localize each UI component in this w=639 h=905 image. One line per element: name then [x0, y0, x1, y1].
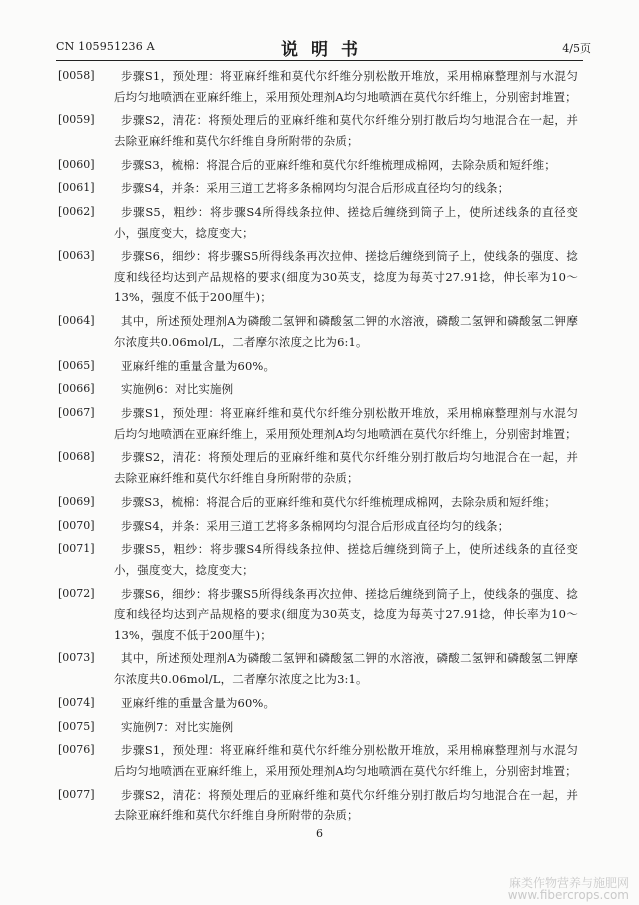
paragraph: [58, 178, 578, 199]
paragraph-number: [0073]: [58, 651, 95, 665]
paragraph-text: 步骤S4，并条：采用三道工艺将多条棉网均匀混合后形成直径均匀的线条；: [121, 518, 510, 533]
watermark-title: 麻类作物营养与施肥网: [508, 876, 629, 890]
paragraph-text: 步骤S5，粗纱：将步骤S4所得线条拉伸、搓捻后缠绕到筒子上，使所述线条的直径变小，强度变大，捻度变大；: [114, 542, 578, 577]
paragraph-number: [0070]: [58, 518, 95, 532]
publication-number: CN 105951236 A: [56, 40, 155, 53]
paragraph: [58, 539, 578, 580]
paragraph-text: 步骤S3，梳棉：将混合后的亚麻纤维和莫代尔纤维梳理成棉网，去除杂质和短纤维；: [121, 157, 556, 172]
document-title: 说明书: [281, 40, 371, 60]
paragraph: [58, 492, 578, 513]
paragraph-number: [0072]: [58, 586, 95, 600]
paragraph: [58, 155, 578, 176]
paragraph-text: 其中，所述预处理剂A为磷酸二氢钾和磷酸氢二钾的水溶液，磷酸二氢钾和磷酸氢二钾摩尔浓度共0.06mol/L，二者摩尔浓度之比为3:1。: [114, 651, 578, 686]
paragraph-number: [0076]: [58, 743, 95, 757]
watermark-url: www.fibercrops.com: [507, 888, 629, 902]
paragraph-text: 步骤S2，清花：将预处理后的亚麻纤维和莫代尔纤维分别打散后均匀地混合在一起，并去除亚麻纤维和莫代尔纤维自身所附带的杂质；: [114, 113, 578, 148]
paragraph-number: [0063]: [58, 249, 95, 263]
watermark: [508, 877, 629, 901]
paragraph-text: 实施例6：对比实施例: [121, 382, 234, 397]
paragraph: [58, 356, 578, 377]
paragraph: [58, 246, 578, 308]
paragraph-number: [0062]: [58, 205, 95, 219]
paragraph: [58, 379, 578, 400]
paragraph-number: [0059]: [58, 113, 95, 127]
paragraph-number: [0061]: [58, 181, 95, 195]
paragraph-text: 其中，所述预处理剂A为磷酸二氢钾和磷酸氢二钾的水溶液，磷酸二氢钾和磷酸氢二钾摩尔浓度共0.06mol/L，二者摩尔浓度之比为6:1。: [114, 314, 578, 349]
paragraph: [58, 648, 578, 689]
paragraph: [58, 693, 578, 714]
paragraph-text: 亚麻纤维的重量含量为60%。: [121, 358, 276, 373]
paragraph-text: 步骤S6，细纱：将步骤S5所得线条再次拉伸、搓捻后缠绕到筒子上，使线条的强度、捻度和线径均达到产品规格的要求(细度为30英支，捻度为每英寸27.91捻，伸长率为10～13%，强度不低于200厘牛)；: [114, 249, 578, 305]
paragraph-text: 步骤S4，并条：采用三道工艺将多条棉网均匀混合后形成直径均匀的线条；: [121, 181, 510, 196]
paragraph: [58, 66, 578, 107]
paragraph-text: 步骤S5，粗纱：将步骤S4所得线条拉伸、搓捻后缠绕到筒子上，使所述线条的直径变小，强度变大，捻度变大；: [114, 205, 578, 240]
paragraph: [58, 717, 578, 738]
paragraph: [58, 202, 578, 243]
paragraph-number: [0066]: [58, 382, 95, 396]
paragraph-number: [0065]: [58, 358, 95, 372]
paragraph-text: 步骤S1，预处理：将亚麻纤维和莫代尔纤维分别松散开堆放，采用棉麻整理剂与水混匀后均匀地喷洒在亚麻纤维上，采用预处理剂A均匀地喷洒在莫代尔纤维上，分别密封堆置；: [114, 406, 578, 441]
paragraph-text: 步骤S2，清花：将预处理后的亚麻纤维和莫代尔纤维分别打散后均匀地混合在一起，并去除亚麻纤维和莫代尔纤维自身所附带的杂质；: [114, 787, 578, 823]
paragraph-number: [0060]: [58, 157, 95, 171]
paragraph-text: 实施例7：对比实施例: [121, 719, 234, 734]
paragraph: [58, 740, 578, 781]
paragraph-text: 步骤S3，梳棉：将混合后的亚麻纤维和莫代尔纤维梳理成棉网，去除杂质和短纤维；: [121, 494, 556, 509]
paragraph: [58, 516, 578, 537]
paragraph: [58, 110, 578, 151]
page-number: 6: [316, 827, 323, 840]
paragraph: [58, 584, 578, 646]
paragraph-number: [0067]: [58, 406, 95, 420]
paragraph-number: [0068]: [58, 450, 95, 464]
paragraph: [58, 447, 578, 488]
paragraph-number: [0064]: [58, 314, 95, 328]
paragraph-text: 步骤S1，预处理：将亚麻纤维和莫代尔纤维分别松散开堆放，采用棉麻整理剂与水混匀后均匀地喷洒在亚麻纤维上，采用预处理剂A均匀地喷洒在莫代尔纤维上，分别密封堆置；: [114, 743, 578, 778]
header-rule: [56, 60, 583, 61]
document-body: [58, 66, 578, 829]
paragraph-text: 步骤S1，预处理：将亚麻纤维和莫代尔纤维分别松散开堆放，采用棉麻整理剂与水混匀后均匀地喷洒在亚麻纤维上，采用预处理剂A均匀地喷洒在莫代尔纤维上，分别密封堆置；: [114, 69, 578, 104]
page-info: 4/5页: [562, 42, 591, 55]
paragraph-number: [0069]: [58, 494, 95, 508]
page-header: [0, 0, 639, 62]
paragraph: [58, 785, 578, 826]
paragraph-text: 步骤S2，清花：将预处理后的亚麻纤维和莫代尔纤维分别打散后均匀地混合在一起，并去除亚麻纤维和莫代尔纤维自身所附带的杂质；: [114, 450, 578, 485]
paragraph-number: [0058]: [58, 69, 95, 82]
paragraph-number: [0077]: [58, 787, 95, 801]
paragraph: [58, 311, 578, 352]
paragraph-text: 亚麻纤维的重量含量为60%。: [121, 695, 276, 710]
paragraph-number: [0074]: [58, 695, 95, 709]
paragraph-number: [0075]: [58, 719, 95, 733]
paragraph-number: [0071]: [58, 542, 95, 556]
paragraph-text: 步骤S6，细纱：将步骤S5所得线条再次拉伸、搓捻后缠绕到筒子上，使线条的强度、捻度和线径均达到产品规格的要求(细度为30英支，捻度为每英寸27.91捻，伸长率为10～13%，强度不低于200厘牛)；: [114, 586, 578, 642]
paragraph: [58, 403, 578, 444]
